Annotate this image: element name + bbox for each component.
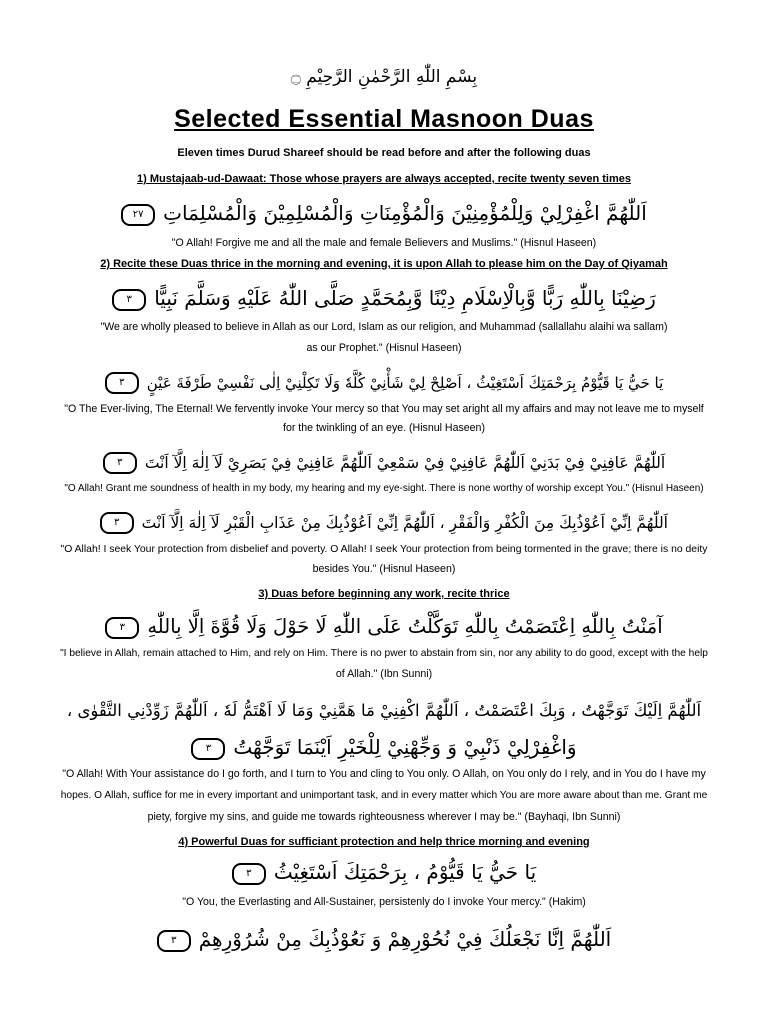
section1-translation: "O Allah! Forgive me and all the male and female Believers and Muslims." (Hisnul Haseen) bbox=[171, 237, 597, 249]
bismillah: بِسْمِ اللّٰهِ الرَّحْمٰنِ الرَّحِيْمِ ۝ bbox=[290, 67, 478, 87]
intro-note: Eleven times Durud Shareef should be read before and after the following duas bbox=[177, 147, 591, 159]
section2-dua2-translation-line1: "O The Ever-living, The Eternal! We fervently invoke Your mercy so that You may set aright all my affairs and may not leave me to myself bbox=[64, 403, 704, 415]
section2-dua1-translation-line1: "We are wholly pleased to believe in Allah as our Lord, Islam as our religion, and Muhammad (sallallahu alaihi wa sallam) bbox=[100, 321, 668, 333]
section2-dua3-arabic bbox=[100, 447, 668, 477]
section3-dua1-translation-line1: "I believe in Allah, remain attached to Him, and rely on Him. There is no pwer to abstain from sin, nor any ability to do good, except with the help bbox=[60, 648, 708, 659]
count-marker: ٣ bbox=[112, 289, 146, 311]
section3-dua2-arabic-line1 bbox=[60, 695, 708, 725]
count-marker: ٣ bbox=[105, 372, 139, 394]
count-marker: ٣ bbox=[103, 452, 137, 474]
arabic-text: يَا حَيُّ يَا قَيُّوْمُ ، بِرَحْمَتِكَ اَسْتَغِيْثُ bbox=[273, 860, 537, 884]
arabic-text: رَضِيْنَا بِاللّٰهِ رَبًّا وَّبِالْاِسْلَامِ دِيْنًا وَّبِمُحَمَّدٍ صَلَّى اللّٰهُ عَلَيْهِ وَسَلَّمَ نَبِيًّا bbox=[154, 286, 656, 310]
section2-dua4-arabic bbox=[100, 507, 668, 537]
arabic-text: اَللّٰهُمَّ اِنَّا نَجْعَلُكَ فِيْ نُحُوْرِهِمْ وَ نَعُوْذُبِكَ مِنْ شُرُوْرِهِمْ bbox=[198, 927, 612, 951]
section3-dua2-translation-line3: piety, forgive my sins, and guide me towards righteousness wherever I may be." (Bayhaqi, Ibn Sunni) bbox=[147, 811, 621, 823]
section3-heading: 3) Duas before beginning any work, recite thrice bbox=[258, 588, 510, 600]
count-marker: ٣ bbox=[105, 617, 139, 639]
section2-dua4-translation-line2: besides You." (Hisnul Haseen) bbox=[312, 563, 456, 575]
arabic-text: آمَنْتُ بِاللّٰهِ اِعْتَصَمْتُ بِاللّٰهِ تَوَكَّلْتُ عَلَى اللّٰهِ لَا حَوْلَ وَلَا قُوَّةَ اِلَّا بِاللّٰهِ bbox=[147, 615, 663, 638]
arabic-text: وَاغْفِرْلِيْ ذَنْبِيْ وَ وَجِّهْنِيْ لِلْخَيْرِ اَيْنَمَا تَوَجَّهْتُ bbox=[233, 735, 577, 759]
section3-dua2-arabic-line2 bbox=[100, 733, 668, 761]
section2-dua1-translation-line2: as our Prophet." (Hisnul Haseen) bbox=[306, 342, 462, 354]
arabic-text: اَللّٰهُمَّ اغْفِرْلِيْ وَلِلْمُؤْمِنِيْنَ وَالْمُؤْمِنَاتِ وَالْمُسْلِمِيْنَ وَالْمُسْلِمَاتِ bbox=[163, 201, 647, 225]
section2-dua4-translation-line1: "O Allah! I seek Your protection from disbelief and poverty. O Allah! I seek Your protection from being tormented in the grave; there is no deity bbox=[60, 544, 708, 555]
section4-dua1-arabic bbox=[100, 858, 668, 886]
section3-dua2-translation-line2: hopes. O Allah, suffice for me in every important and unimportant task, and in every matter which You are more aware about than me. Grant me bbox=[60, 790, 708, 801]
count-marker: ٣ bbox=[157, 930, 191, 952]
section2-dua3-translation: "O Allah! Grant me soundness of health in my body, my hearing and my eye-sight. There is none worthy of worship except You." (Hisnul Haseen) bbox=[64, 483, 704, 494]
section1-dua-arabic bbox=[100, 199, 668, 227]
section3-dua2-translation-line1: "O Allah! With Your assistance do I go forth, and I turn to You and cling to You only. O Allah, on You only do I rely, and in You do I have my bbox=[62, 768, 706, 780]
section1-heading: 1) Mustajaab-ud-Dawaat: Those whose prayers are always accepted, recite twenty seven times bbox=[137, 173, 631, 185]
count-marker: ٢٧ bbox=[121, 204, 155, 226]
arabic-text: اَللّٰهُمَّ اِلَيْكَ تَوَجَّهْتُ ، وَبِكَ اعْتَصَمْتُ ، اَللّٰهُمَّ اكْفِنِيْ مَا هَمَّنِيْ وَمَا لَا اَهْتَمُّ لَهٗ ، اَللّٰهُمَّ زَوِّدْنِي التَّقْوٰى ، bbox=[66, 701, 702, 720]
section2-dua1-arabic bbox=[100, 284, 668, 312]
count-marker: ٣ bbox=[191, 738, 225, 760]
section4-dua2-arabic bbox=[100, 925, 668, 953]
arabic-text: يَا حَيُّ يَا قَيُّوْمُ بِرَحْمَتِكَ اَسْتَغِيْثُ ، اَصْلِحْ لِيْ شَأْنِيْ كُلَّهٗ وَلَا تَكِلْنِيْ اِلٰى نَفْسِيْ طَرْفَةَ عَيْنٍ bbox=[146, 374, 664, 392]
section4-heading: 4) Powerful Duas for sufficiant protection and help thrice morning and evening bbox=[178, 836, 590, 848]
section3-dua1-arabic bbox=[100, 612, 668, 641]
arabic-text: اَللّٰهُمَّ اِنِّيْ اَعُوْذُبِكَ مِنَ الْكُفْرِ وَالْفَقْرِ ، اَللّٰهُمَّ اِنِّيْ اَعُوْذُبِكَ مِنْ عَذَابِ الْقَبْرِ لَآ اِلٰهَ اِلَّآ اَنْتَ bbox=[141, 514, 668, 532]
count-marker: ٣ bbox=[232, 863, 266, 885]
page-title: Selected Essential Masnoon Duas bbox=[174, 105, 594, 133]
section2-dua2-arabic bbox=[100, 367, 668, 397]
count-marker: ٣ bbox=[100, 512, 134, 534]
section3-dua1-translation-line2: of Allah." (Ibn Sunni) bbox=[335, 668, 433, 680]
section4-dua1-translation: "O You, the Everlasting and All-Sustainer, persistenly do I invoke Your mercy." (Hakim) bbox=[182, 896, 586, 908]
arabic-text: اَللّٰهُمَّ عَافِنِيْ فِيْ بَدَنِيْ اَللّٰهُمَّ عَافِنِيْ فِيْ سَمْعِيْ اَللّٰهُمَّ عَافِنِيْ فِيْ بَصَرِيْ لَآ اِلٰهَ اِلَّآ اَنْتَ bbox=[144, 454, 666, 472]
section2-heading: 2) Recite these Duas thrice in the morning and evening, it is upon Allah to please him on the Day of Qiyamah bbox=[100, 258, 668, 270]
section2-dua2-translation-line2: for the twinkling of an eye. (Hisnul Haseen) bbox=[283, 422, 485, 434]
